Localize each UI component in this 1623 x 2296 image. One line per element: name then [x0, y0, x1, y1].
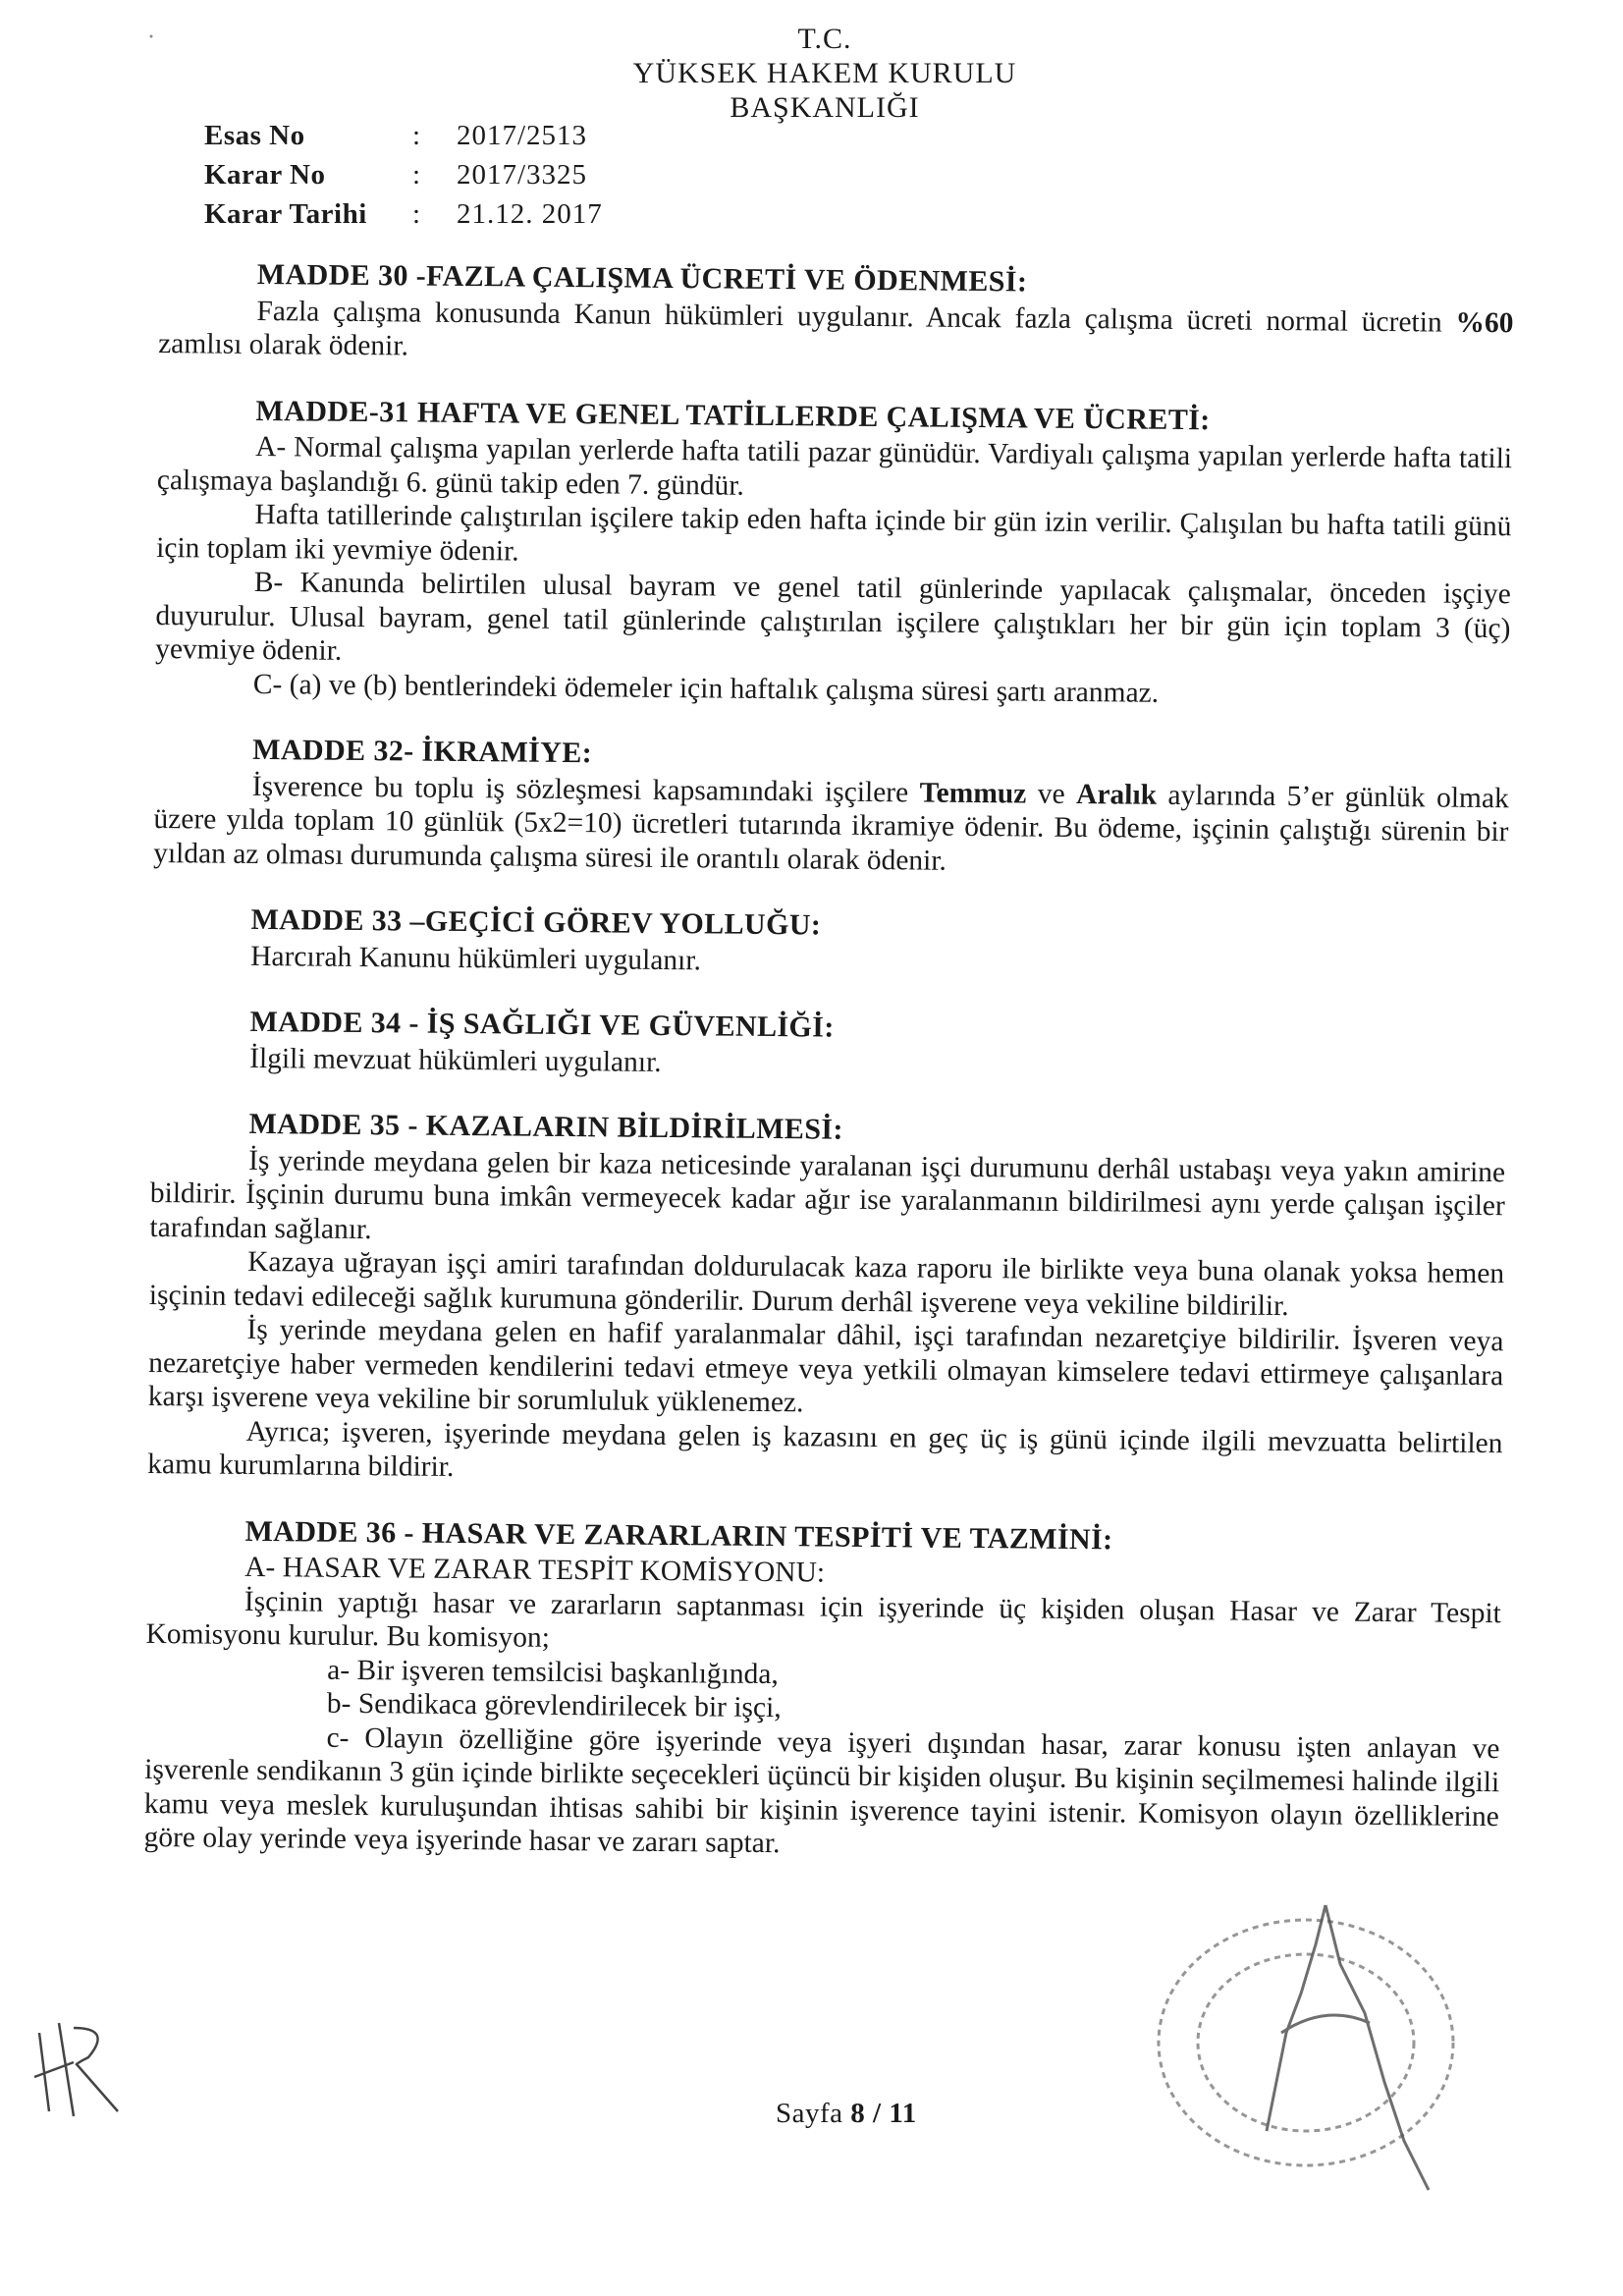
section-paragraph: c- Olayın özelliğine göre işyerinde veya işyeri dışından hasar, zarar konusu işten anlayan ve işverenle sendikanın 3 gün içinde birlikte seçecekleri üçüncü bir kişiden oluşur. Bu kişinin seçilmemesi halinde ilgili kamu veya meslek kuruluşundan ihtisas sahibi bir kişinin işverence tayini istenir. Komisyon olayın özelliklerine göre olay yerinde veya işyerinde hasar ve zararı saptar.	[143, 1722, 1500, 1860]
handwritten-initials-signature	[29, 2003, 128, 2121]
page-number-separator: /	[865, 2098, 890, 2129]
institution-header	[589, 22, 1060, 125]
section-paragraph: Hafta tatillerinde çalıştırılan işçilere takip eden hafta içinde bir gün izin verilir. Çalışılan bu hafta tatili günü için toplam iki yevmiye ödenir.	[156, 498, 1512, 568]
section-madde-35	[147, 1107, 1506, 1495]
section-title: MADDE 30 -FAZLA ÇALIŞMA ÜCRETİ VE ÖDENMESİ:	[256, 257, 1028, 299]
section-paragraph	[158, 293, 1514, 373]
meta-key: Karar No	[204, 159, 326, 191]
scan-speck	[147, 29, 157, 39]
meta-row-esas	[204, 116, 603, 155]
section-title: MADDE 32- İKRAMİYE:	[252, 733, 593, 770]
section-madde-36	[143, 1513, 1501, 1867]
text-run: zamlısı olarak ödenir.	[158, 327, 409, 362]
section-madde-31	[155, 393, 1513, 713]
page-number	[776, 2098, 917, 2130]
section-paragraph: Kazaya uğrayan işçi amiri tarafından doldurulacak kaza raporu ile birlikte veya buna olanak yoksa hemen işçinin tedavi edileceği sağlık kurumuna gönderilir. Durum derhâl işverene veya vekiline bildirilir.	[148, 1245, 1505, 1322]
page-number-total: 11	[889, 2098, 917, 2129]
text-run: ve	[1026, 778, 1077, 810]
meta-value: 2017/2513	[457, 120, 588, 151]
meta-row-tarih	[204, 194, 603, 234]
section-title: MADDE 34 - İŞ SAĞLIĞI VE GÜVENLİĞİ:	[249, 1005, 835, 1044]
text-run: aylarında 5’er günlük olmak üzere yılda toplam 10 günlük (5x2=10) ücretleri tutarında ikramiye ödenir. Bu ödeme, işçinin çalıştığı sürenin bir yıldan az olması durumunda çalışma süresi ile orantılı olarak ödenir.	[153, 779, 1509, 877]
section-title: MADDE-31 HAFTA VE GENEL TATİLLERDE ÇALIŞMA VE ÜCRETİ:	[255, 394, 1211, 436]
meta-colon: :	[412, 198, 421, 230]
section-madde-34	[151, 1005, 1507, 1087]
text-run: Fazla çalışma konusunda Kanun hükümleri uygulanır. Ancak fazla çalışma ücreti normal ücretin	[256, 295, 1456, 339]
text-run: İşverence bu toplu iş sözleşmesi kapsamındaki işçilere	[251, 770, 920, 808]
list-item: b- Sendikaca görevlendirilecek bir işçi,	[326, 1687, 782, 1724]
section-paragraph: Ayrıca; işveren, işyerinde meydana gelen iş kazasını en geç üç iş günü içinde ilgili mevzuatta belirtilen kamu kurumlarına bildirir.	[147, 1415, 1503, 1483]
section-title: MADDE 33 –GEÇİCİ GÖREV YOLLUĞU:	[250, 902, 822, 942]
page-number-current: 8	[850, 2098, 866, 2129]
section-paragraph: İşçinin yaptığı hasar ve zararların saptanması için işyerinde üç kişiden oluşan Hasar ve Zarar Tespit Komisyonu kurulur. Bu komisyon;	[145, 1585, 1501, 1654]
section-madde-32	[153, 733, 1509, 883]
section-paragraph: İlgili mevzuat hükümleri uygulanır.	[249, 1042, 662, 1078]
section-madde-33	[152, 902, 1508, 985]
section-subtitle: A- HASAR VE ZARAR TESPİT KOMİSYONU:	[244, 1551, 826, 1589]
section-madde-30	[158, 257, 1514, 374]
bold-run: Temmuz	[919, 776, 1027, 810]
section-paragraph: A- Normal çalışma yapılan yerlerde hafta tatili pazar günüdür. Vardiyalı çalışma yapılan yerlerde hafta tatili çalışmaya başlandığı 6. günü takip eden 7. gündür.	[156, 430, 1513, 502]
page-number-prefix: Sayfa	[776, 2098, 851, 2129]
document-body	[143, 257, 1514, 1900]
meta-colon: :	[412, 159, 421, 191]
committee-list	[145, 1651, 1501, 1731]
list-item: a- Bir işveren temsilcisi başkanlığında,	[327, 1654, 779, 1690]
section-title: MADDE 35 - KAZALARIN BİLDİRİLMESİ:	[248, 1107, 843, 1146]
case-metadata	[204, 116, 603, 234]
meta-value: 2017/3325	[457, 159, 588, 191]
meta-colon: :	[412, 120, 421, 151]
bold-run: Aralık	[1075, 778, 1158, 811]
section-paragraph: B- Kanunda belirtilen ulusal bayram ve genel tatil günlerinde yapılacak çalışmalar, önceden işçiye duyurulur. Ulusal bayram, genel tatil günlerinde çalıştırılan işçilere çalıştıkları her bir gün için toplam 3 (üç) yevmiye ödenir.	[155, 566, 1511, 667]
meta-value: 21.12. 2017	[457, 198, 603, 230]
official-seal-stamp	[1129, 1886, 1512, 2200]
header-line-tc: T.C.	[797, 23, 852, 55]
section-paragraph: Harcırah Kanunu hükümleri uygulanır.	[250, 940, 702, 976]
section-paragraph: İş yerinde meydana gelen en hafif yaralanmalar dâhil, işçi tarafından nezaretçiye bildirilir. İşveren veya nezaretçiye haber vermeden kendilerini tedavi etmeye veya yetkili olmayan kimselere tedavi ettirmeye çalışanlara karşı işverene veya vekiline bir sorumluluk yüklenemez.	[147, 1313, 1504, 1419]
section-title: MADDE 36 - HASAR VE ZARARLARIN TESPİTİ VE TAZMİNİ:	[244, 1514, 1113, 1556]
header-line-presidency: BAŞKANLIĞI	[730, 91, 920, 124]
meta-row-karar	[204, 155, 603, 194]
section-paragraph: C- (a) ve (b) bentlerindeki ödemeler için haftalık çalışma süresi şartı aranmaz.	[252, 668, 1160, 709]
section-paragraph	[153, 768, 1509, 883]
bold-run: %60	[1455, 306, 1514, 339]
meta-key: Esas No	[204, 120, 305, 151]
section-paragraph: İş yerinde meydana gelen bir kaza neticesinde yaralanan işçi durumunu derhâl ustabaşı veya yakın amirine bildirir. İşçinin durumu buna imkân vermeyecek kadar ağır ise yaralanmanın bildirilmesi aynı yerde çalışan işçiler tarafından sağlanır.	[149, 1144, 1506, 1245]
header-line-institution: YÜKSEK HAKEM KURULU	[632, 57, 1017, 89]
meta-key: Karar Tarihi	[204, 198, 367, 230]
